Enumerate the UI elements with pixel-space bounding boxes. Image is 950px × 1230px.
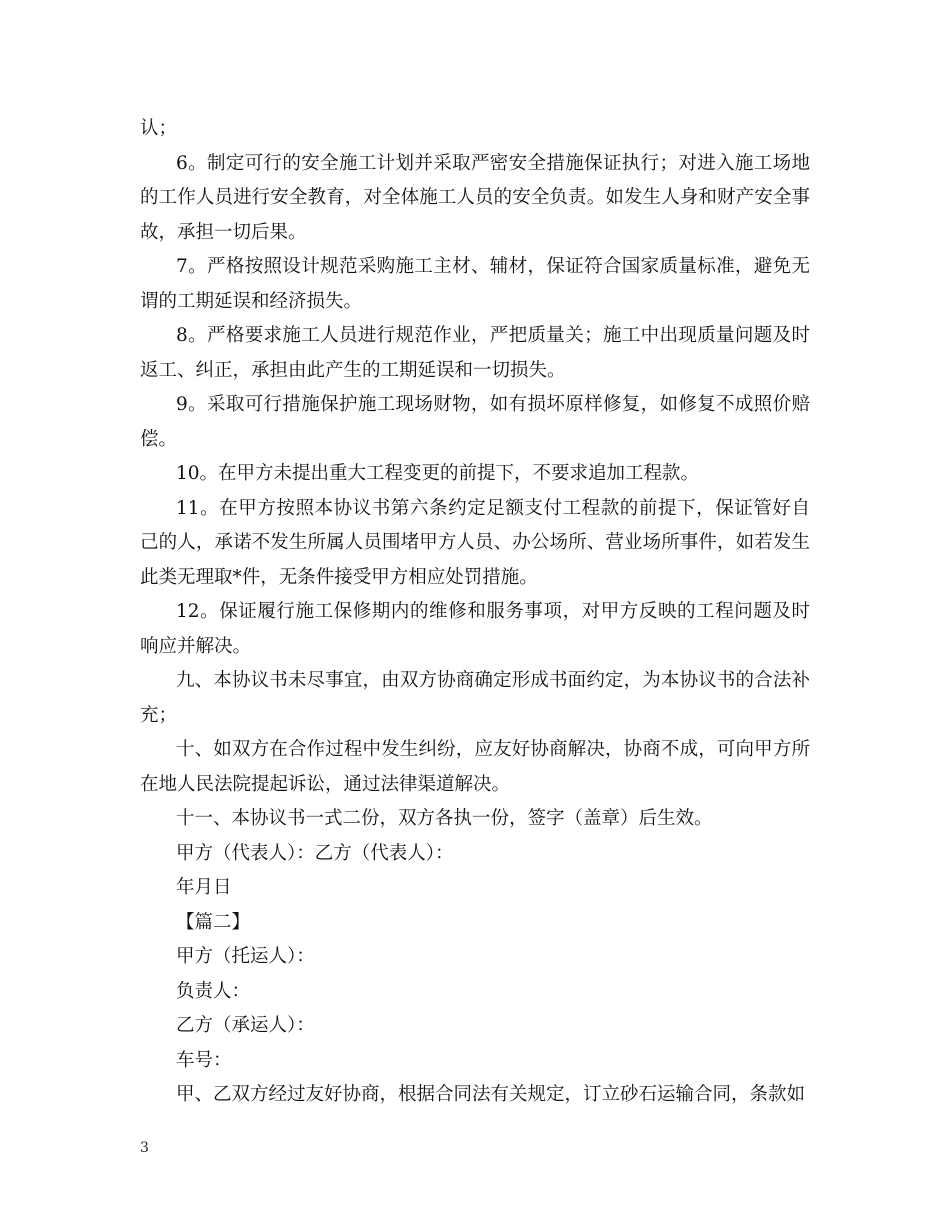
clause-11: 11。在甲方按照本协议书第六条约定足额支付工程款的前提下，保证管好自己的人，承诺不发生所属人员围堵甲方人员、办公场所、营业场所事件，如若发生此类无理取*件，无条件接受甲方相应处罚措施。 [140,497,810,588]
section-11: 十一、本协议书一式二份，双方各执一份，签字（盖章）后生效。 [176,808,713,829]
responsible-person-line: 负责人： [176,980,251,1002]
clause-9: 9。采取可行措施保护施工现场财物，如有损坏原样修复，如修复不成照价赔偿。 [140,394,810,450]
section-9: 九、本协议书未尽事宜，由双方协商确定形成书面约定，为本协议书的合法补充； [140,670,810,726]
document-body [140,112,810,1113]
paragraph-continuation: 认； [140,118,178,139]
clause-7: 7。严格按照设计规范采购施工主材、辅材，保证符合国家质量标准，避免无谓的工期延误和经济损失。 [140,256,810,312]
clause-10: 10。在甲方未提出重大工程变更的前提下，不要求追加工程款。 [176,463,700,484]
contract-intro: 甲、乙双方经过友好协商，根据合同法有关规定，订立砂石运输合同，条款如 [176,1084,806,1105]
party-a-line: 甲方（托运人）： [176,946,315,967]
page-number: 3 [140,1140,149,1156]
clause-12: 12。保证履行施工保修期内的维修和服务事项，对甲方反映的工程问题及时响应并解决。 [140,601,810,657]
date-line: 年月日 [176,877,232,898]
part-heading: 【篇二】 [176,911,251,933]
clause-6: 6。制定可行的安全施工计划并采取严密安全措施保证执行；对进入施工场地的工作人员进行安全教育，对全体施工人员的安全负责。如发生人身和财产安全事故，承担一切后果。 [140,152,810,243]
vehicle-number-line: 车号： [176,1049,232,1071]
section-10: 十、如双方在合作过程中发生纠纷，应友好协商解决，协商不成，可向甲方所在地人民法院提起诉讼，通过法律渠道解决。 [140,739,810,795]
party-b-line: 乙方（承运人）： [176,1015,315,1036]
signature-line: 甲方（代表人）：乙方（代表人）： [176,842,454,864]
clause-8: 8。严格要求施工人员进行规范作业，严把质量关；施工中出现质量问题及时返工、纠正，承担由此产生的工期延误和一切损失。 [140,325,810,381]
